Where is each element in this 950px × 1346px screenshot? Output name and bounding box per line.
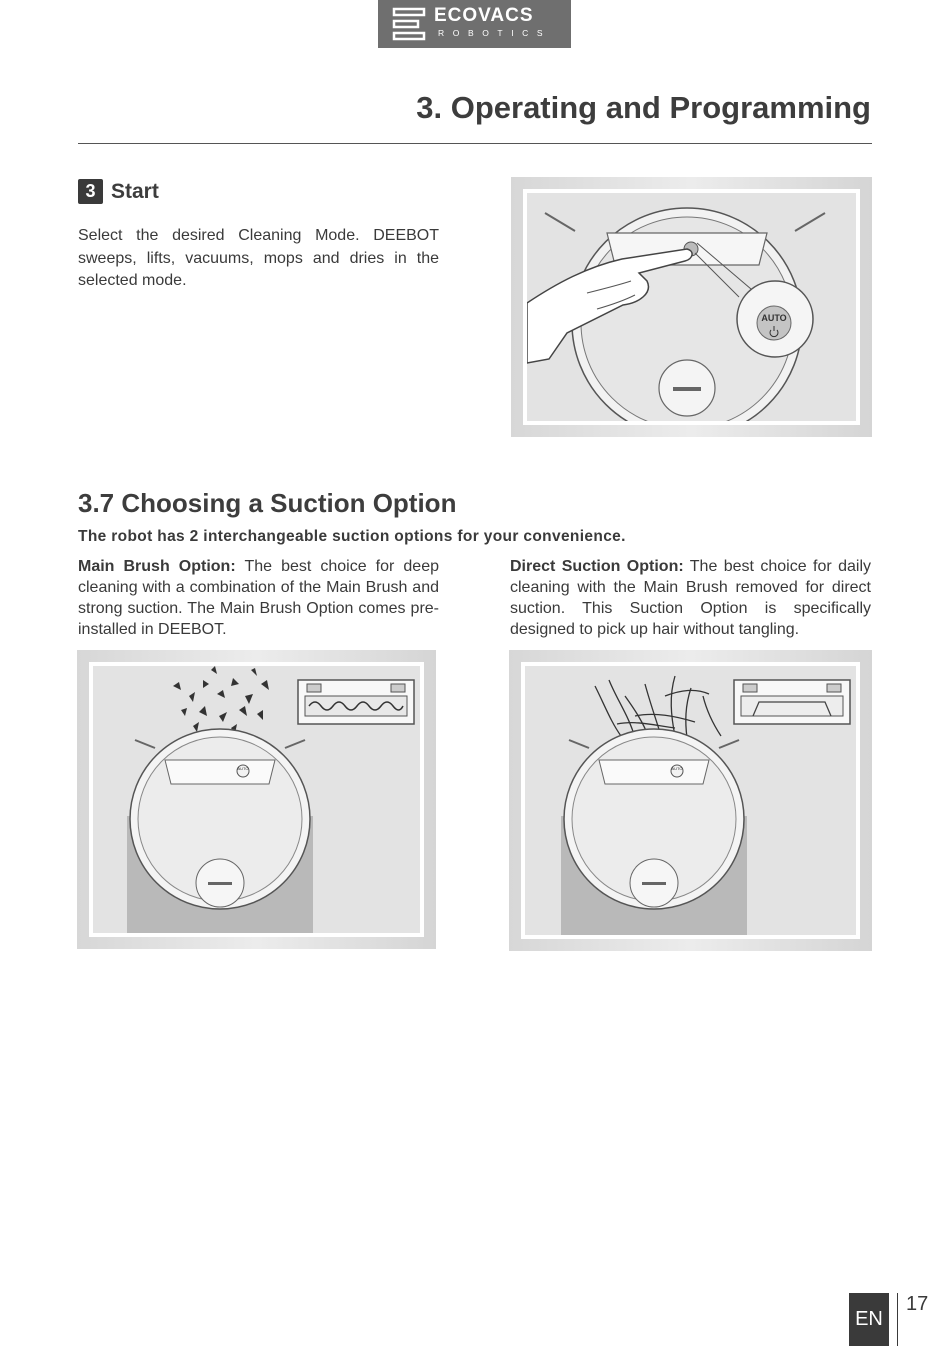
ecovacs-logo [378,0,571,48]
logo-wordmark: ECOVACS [434,5,534,26]
section-intro: The robot has 2 interchangeable suction options for your convenience. [78,528,626,545]
title-divider [78,143,872,144]
step-title: Start [111,180,159,203]
language-badge: EN [849,1293,889,1346]
step-number-badge: 3 [78,179,103,204]
main-brush-option-description: The best choice for deep cleaning with a combination of the Main Brush and strong suction. The Main Brush Option comes pre-installed in DEEBOT. [78,558,440,638]
main-brush-option-label: Main Brush Option: [78,558,236,575]
page-number: 17 [906,1293,929,1315]
robot-auto-label: AUTO [237,766,249,771]
main-brush-option-text [78,556,439,640]
auto-button-label: AUTO [761,313,787,323]
logo-subtitle: ROBOTICS [438,28,552,38]
start-illustration [511,177,872,437]
direct-suction-robot-drawing [525,666,856,935]
robot-auto-label-2: AUTO [671,766,683,771]
direct-suction-illustration [509,650,872,951]
debris-particles [173,666,269,734]
direct-suction-option-description: The best choice for daily cleaning with the Main Brush removed for direct suction. This Suction Option is specifically designed to pick up hair without tangling. [510,558,871,638]
robot-press-auto-drawing [527,193,856,421]
step-description: Select the desired Cleaning Mode. DEEBOT sweeps, lifts, vacuums, mops and dries in the selected mode. [78,227,439,289]
direct-suction-option-text [510,556,871,640]
logo-mark-icon [392,7,426,41]
direct-suction-option-label: Direct Suction Option: [510,558,684,575]
main-brush-robot-drawing [93,666,420,933]
main-brush-illustration [77,650,436,949]
section-title: 3.7 Choosing a Suction Option [78,488,457,518]
page-title: 3. Operating and Programming [416,90,871,125]
page-number-divider [897,1293,898,1346]
